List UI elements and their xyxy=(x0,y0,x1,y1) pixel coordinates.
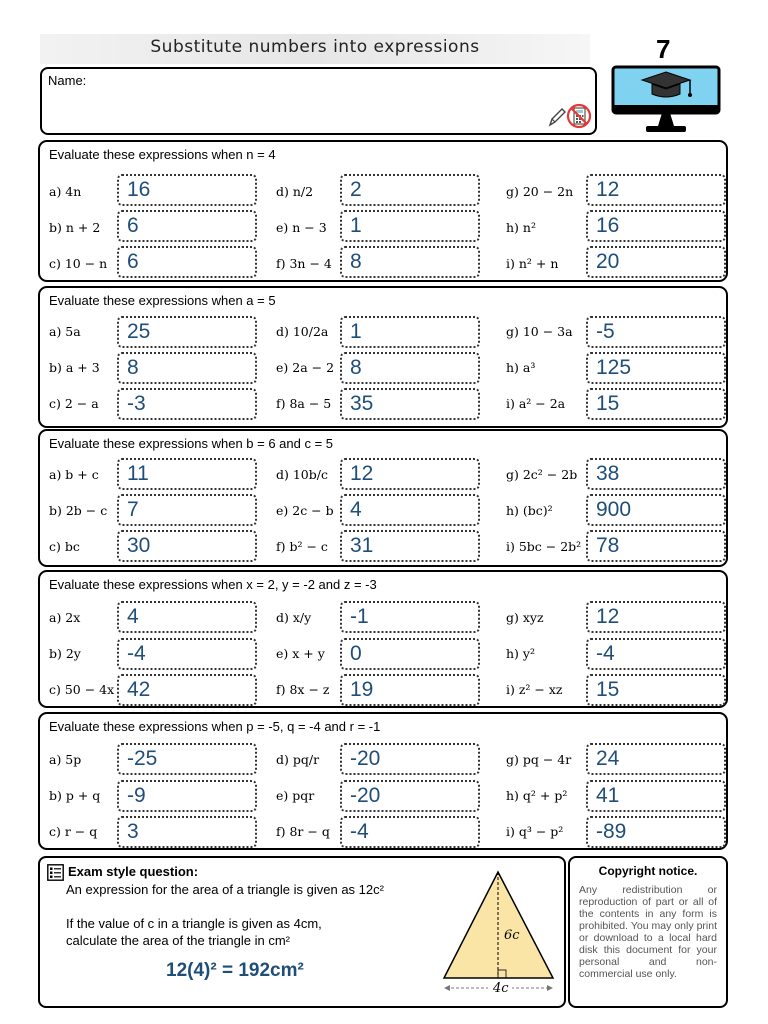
section-heading: Evaluate these expressions when x = 2, y = -2 and z = -3 xyxy=(49,577,377,592)
question-label: d) x/y xyxy=(276,610,312,625)
section-heading: Evaluate these expressions when b = 6 and c = 5 xyxy=(49,436,334,451)
answer-box[interactable] xyxy=(340,458,480,490)
question-label: i) a² − 2a xyxy=(506,396,566,411)
question-label: e) 2c − b xyxy=(276,503,334,518)
answer-box[interactable] xyxy=(586,638,726,670)
question-label: g) xyz xyxy=(506,610,544,625)
question-label: i) z² − xz xyxy=(506,682,563,697)
question-label: b) 2b − c xyxy=(49,503,108,518)
answer-value: 24 xyxy=(596,747,620,770)
question-label: f) 8x − z xyxy=(276,682,330,697)
section-bc xyxy=(38,429,728,567)
question-label: h) y² xyxy=(506,646,535,661)
section-heading: Evaluate these expressions when n = 4 xyxy=(49,147,276,162)
answer-value: 38 xyxy=(596,462,620,485)
answer-value: 12 xyxy=(596,605,620,628)
answer-box[interactable] xyxy=(340,780,480,812)
answer-box[interactable] xyxy=(340,174,480,206)
answer-box[interactable] xyxy=(117,352,257,384)
answer-value: 15 xyxy=(596,392,620,415)
question-label: e) pqr xyxy=(276,788,315,803)
question-label: b) n + 2 xyxy=(49,220,101,235)
answer-value: 78 xyxy=(596,534,620,557)
question-label: b) p + q xyxy=(49,788,101,803)
question-label: c) 10 − n xyxy=(49,256,108,271)
answer-value: 25 xyxy=(127,320,151,343)
question-label: h) n² xyxy=(506,220,536,235)
answer-box[interactable] xyxy=(340,601,480,633)
answer-value: 42 xyxy=(127,678,151,701)
answer-box[interactable] xyxy=(117,674,257,706)
question-label: c) 50 − 4x xyxy=(49,682,115,697)
triangle-base-label: 4c xyxy=(493,981,509,996)
section-xyz xyxy=(38,570,728,708)
answer-box[interactable] xyxy=(340,674,480,706)
answer-box[interactable] xyxy=(586,743,726,775)
section-pqr xyxy=(38,712,728,850)
answer-value: -89 xyxy=(596,820,627,843)
answer-value: 15 xyxy=(596,678,620,701)
answer-box[interactable] xyxy=(586,352,726,384)
section-a xyxy=(38,286,728,428)
answer-box[interactable] xyxy=(586,601,726,633)
answer-value: 0 xyxy=(350,642,362,665)
question-label: f) 8a − 5 xyxy=(276,396,332,411)
answer-value: -3 xyxy=(127,392,146,415)
question-label: d) 10b/c xyxy=(276,467,328,482)
answer-box[interactable] xyxy=(117,210,257,242)
answer-value: 125 xyxy=(596,356,632,379)
answer-box[interactable] xyxy=(340,638,480,670)
answer-box[interactable] xyxy=(117,494,257,526)
question-label: b) a + 3 xyxy=(49,360,100,375)
question-label: i) 5bc − 2b² xyxy=(506,539,582,554)
answer-box[interactable] xyxy=(340,494,480,526)
question-label: d) n/2 xyxy=(276,184,314,199)
question-label: f) 8r − q xyxy=(276,824,330,839)
name-field[interactable] xyxy=(40,67,597,135)
triangle-diagram xyxy=(440,868,560,996)
answer-box[interactable] xyxy=(340,246,480,278)
answer-value: 8 xyxy=(350,250,362,273)
exam-title: Exam style question: xyxy=(68,864,199,879)
answer-box[interactable] xyxy=(340,388,480,420)
question-label: e) n − 3 xyxy=(276,220,327,235)
answer-box[interactable] xyxy=(340,743,480,775)
answer-value: 1 xyxy=(350,320,362,343)
answer-value: 19 xyxy=(350,678,374,701)
section-heading: Evaluate these expressions when p = -5, q = -4 and r = -1 xyxy=(49,719,381,734)
question-label: c) 2 − a xyxy=(49,396,99,411)
answer-box[interactable] xyxy=(117,388,257,420)
answer-box[interactable] xyxy=(586,174,726,206)
answer-box[interactable] xyxy=(117,780,257,812)
answer-box[interactable] xyxy=(586,494,726,526)
answer-value: 41 xyxy=(596,784,620,807)
answer-box[interactable] xyxy=(117,174,257,206)
answer-value: 11 xyxy=(127,462,149,485)
exam-line: If the value of c in a triangle is given as 4cm, xyxy=(66,916,322,931)
answer-box[interactable] xyxy=(117,743,257,775)
question-label: g) pq − 4r xyxy=(506,752,572,767)
question-label: e) 2a − 2 xyxy=(276,360,335,375)
section-heading: Evaluate these expressions when a = 5 xyxy=(49,293,276,308)
question-label: c) bc xyxy=(49,539,80,554)
title-bar xyxy=(40,34,590,64)
question-label: c) r − q xyxy=(49,824,98,839)
question-label: a) 5a xyxy=(49,324,81,339)
answer-value: 35 xyxy=(350,392,374,415)
sheet-number: 7 xyxy=(656,34,671,64)
answer-value: 12 xyxy=(596,178,620,201)
question-label: g) 2c² − 2b xyxy=(506,467,578,482)
answer-box[interactable] xyxy=(117,316,257,348)
question-label: f) 3n − 4 xyxy=(276,256,332,271)
question-label: i) n² + n xyxy=(506,256,559,271)
answer-value: 31 xyxy=(350,534,374,557)
answer-value: -5 xyxy=(596,320,615,343)
pencil-icon xyxy=(547,106,567,128)
answer-value: -1 xyxy=(350,605,369,628)
answer-box[interactable] xyxy=(117,638,257,670)
answer-value: 1 xyxy=(350,214,362,237)
answer-box[interactable] xyxy=(117,816,257,848)
answer-value: 8 xyxy=(350,356,362,379)
answer-box[interactable] xyxy=(117,530,257,562)
question-label: i) q³ − p² xyxy=(506,824,564,839)
answer-box[interactable] xyxy=(586,530,726,562)
answer-box[interactable] xyxy=(586,388,726,420)
copyright-text: Any redistribution or reproduction of part or all of the contents in any form is prohibited. You may only print or download to a local hard disk this document for your personal and non-commercial use only. xyxy=(579,884,717,980)
exam-line: An expression for the area of a triangle is given as 12c² xyxy=(66,882,384,897)
answer-box[interactable] xyxy=(586,210,726,242)
question-label: a) 5p xyxy=(49,752,82,767)
exam-question-box xyxy=(38,856,566,1008)
answer-value: 2 xyxy=(350,178,362,201)
answer-box[interactable] xyxy=(340,352,480,384)
answer-box[interactable] xyxy=(117,458,257,490)
question-label: h) (bc)² xyxy=(506,503,553,518)
question-label: h) q² + p² xyxy=(506,788,568,803)
answer-box[interactable] xyxy=(340,316,480,348)
question-label: h) a³ xyxy=(506,360,536,375)
answer-value: 16 xyxy=(127,178,151,201)
answer-value: -9 xyxy=(127,784,146,807)
answer-value: -4 xyxy=(350,820,369,843)
question-label: d) 10/2a xyxy=(276,324,329,339)
answer-box[interactable] xyxy=(340,210,480,242)
answer-value: 7 xyxy=(127,498,139,521)
question-label: f) b² − c xyxy=(276,539,328,554)
answer-value: -4 xyxy=(596,642,615,665)
answer-value: -20 xyxy=(350,747,381,770)
name-label: Name: xyxy=(48,73,87,88)
checklist-icon xyxy=(47,864,64,881)
answer-value: 6 xyxy=(127,250,139,273)
answer-box[interactable] xyxy=(586,816,726,848)
answer-value: 6 xyxy=(127,214,139,237)
question-label: d) pq/r xyxy=(276,752,320,767)
question-label: b) 2y xyxy=(49,646,81,661)
answer-value: -25 xyxy=(127,747,158,770)
graduation-monitor-icon xyxy=(610,64,722,136)
section-n xyxy=(38,140,728,282)
question-label: a) 4n xyxy=(49,184,82,199)
triangle-height-label: 6c xyxy=(504,928,520,943)
exam-line: calculate the area of the triangle in cm² xyxy=(66,933,291,948)
answer-box[interactable] xyxy=(117,601,257,633)
copyright-title: Copyright notice. xyxy=(598,864,698,878)
page-title: Substitute numbers into expressions xyxy=(150,37,480,57)
answer-value: 20 xyxy=(596,250,620,273)
answer-box[interactable] xyxy=(586,674,726,706)
answer-value: 4 xyxy=(127,605,139,628)
question-label: a) b + c xyxy=(49,467,99,482)
answer-value: 8 xyxy=(127,356,139,379)
answer-box[interactable] xyxy=(586,316,726,348)
question-label: e) x + y xyxy=(276,646,325,661)
answer-value: 16 xyxy=(596,214,620,237)
answer-box[interactable] xyxy=(586,780,726,812)
answer-value: -4 xyxy=(127,642,146,665)
answer-value: 12 xyxy=(350,462,374,485)
answer-value: 3 xyxy=(127,820,139,843)
answer-box[interactable] xyxy=(586,458,726,490)
answer-box[interactable] xyxy=(117,246,257,278)
copyright-box xyxy=(568,856,728,1008)
answer-box[interactable] xyxy=(586,246,726,278)
answer-value: -20 xyxy=(350,784,381,807)
answer-box[interactable] xyxy=(340,816,480,848)
question-label: a) 2x xyxy=(49,610,81,625)
answer-box[interactable] xyxy=(340,530,480,562)
question-label: g) 10 − 3a xyxy=(506,324,573,339)
question-label: g) 20 − 2n xyxy=(506,184,574,199)
no-calculator-icon xyxy=(566,103,592,129)
answer-value: 4 xyxy=(350,498,362,521)
exam-answer: 12(4)² = 192cm² xyxy=(166,960,304,981)
answer-value: 900 xyxy=(596,498,632,521)
answer-value: 30 xyxy=(127,534,151,557)
